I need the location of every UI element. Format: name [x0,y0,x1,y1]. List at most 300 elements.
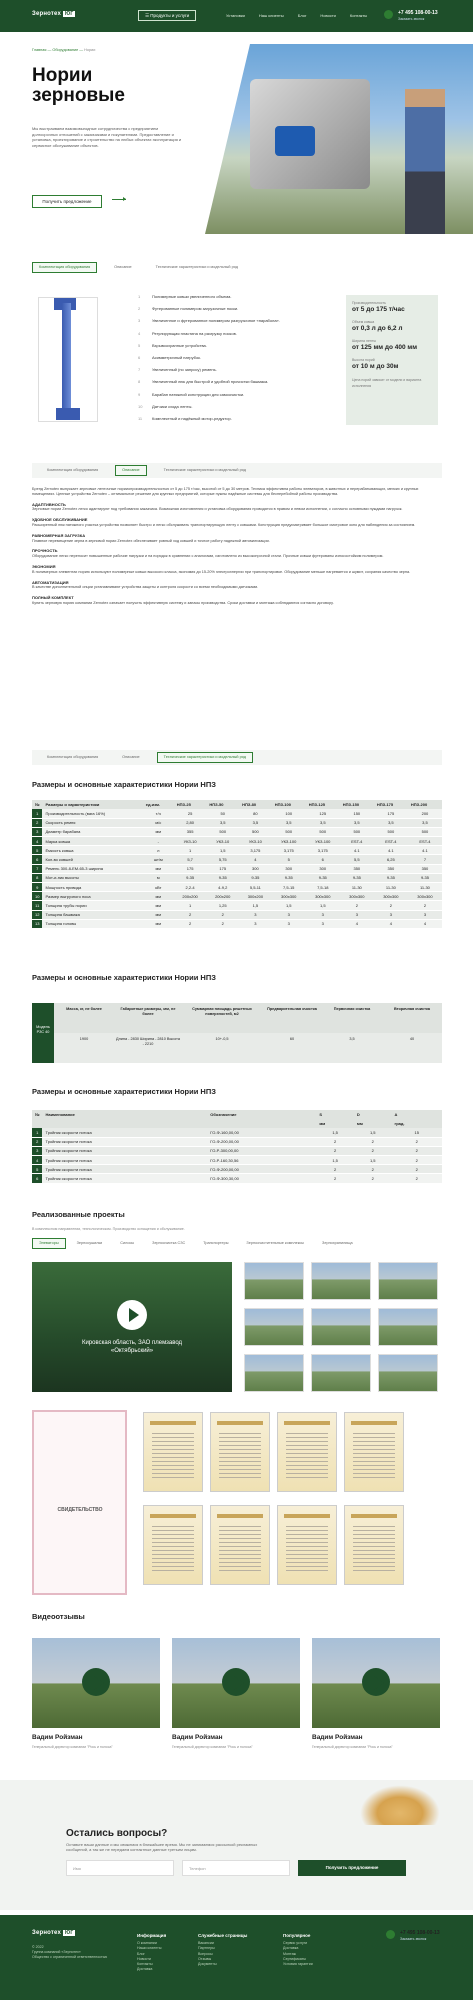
table-row [32,1165,442,1174]
table-cell: 100 [272,809,306,818]
review-video[interactable] [312,1638,440,1728]
play-icon[interactable] [117,1300,147,1330]
table-cell: 3,5 [306,818,340,827]
table-cell: 1 [174,846,207,855]
table-head-cell: Масса, кг, не более [66,1007,102,1011]
table-cell: Размер выгрузного носа [42,892,142,901]
main-nav [226,13,367,18]
footer-link[interactable]: Сервис услуги [283,1941,308,1946]
reviews-title: Видеоотзывы [32,1612,85,1621]
table-cell: - [143,837,174,846]
project-thumb[interactable] [378,1308,438,1346]
project-tab[interactable]: Зернохранилища [322,1241,353,1245]
project-tab[interactable]: Силосы [120,1241,135,1245]
table-cell: УКЗ-100 [272,837,306,846]
table-cell: Ёмкость ковша [42,846,142,855]
table-cell: 1,25 [206,901,239,910]
feature-item [138,355,328,367]
table-cell: 12 [32,910,42,919]
footer-col-title: Информация [137,1933,167,1938]
table-head-cell: ед.изм. [143,800,174,809]
table-cell: м [143,873,174,882]
table-cell: 300х300 [306,892,340,901]
feature-text: Увеличенный люк для быстрой и удобной прочистки башмака. [152,379,269,385]
table-cell: 4 [239,855,272,864]
table-cell: УКЗ-10 [174,837,207,846]
table-cell: 4 [340,919,374,928]
name-input[interactable]: Имя [66,1860,174,1876]
reviewer-desc: Генеральный директор компании "Рось и полоса" [172,1745,253,1749]
description-heading: РАВНОМЕРНАЯ ЗАГРУЗКА [32,532,86,538]
table-cell: 40 [409,1037,415,1041]
project-thumb[interactable] [244,1308,304,1346]
table-cell: мм [143,919,174,928]
project-video[interactable] [32,1262,232,1392]
table-cell: 5,75 [206,855,239,864]
table-cell: 7 [408,855,442,864]
table-cell: 6 [32,855,42,864]
table-cell: мм [143,864,174,873]
table-unit-cell: мм [354,1119,392,1128]
project-thumb[interactable] [244,1262,304,1300]
footer-link[interactable]: Доставка [137,1967,153,1972]
table-row [32,846,442,855]
table-cell: Толщина трубы нории [42,901,142,910]
table-cell: Мот-и-пик высоты [42,873,142,882]
hero-diagonal [205,44,250,234]
project-tab[interactable]: Транспортеры [203,1241,229,1245]
tab-description[interactable]: Описание [115,465,146,476]
table-cell: 80 [239,809,272,818]
table2-title: Размеры и основные характеристики Нории НПЗ [32,973,216,982]
nav-item[interactable]: Новости [320,13,336,18]
table-cell: 500 [239,827,272,836]
description-paragraph: Плавное перемещение зерна в зерновой нории Zernotex обеспечивает ровный ход ковшей и точное работу надежной автоматизации. [32,538,270,543]
table-cell: 1,5 [354,1128,392,1137]
table-cell: 3,5 [340,818,374,827]
table-cell: 3 [239,910,272,919]
spec-item [352,320,432,333]
project-thumb[interactable] [311,1308,371,1346]
table-cell: Тройник скорости потока [42,1156,207,1165]
breadcrumb: Главная — Оборудование — Нории [32,48,96,52]
project-thumb[interactable] [378,1354,438,1392]
project-thumb[interactable] [244,1354,304,1392]
catalog-button[interactable]: ☰ Продукты и услуги [138,10,196,21]
certificate-thumb[interactable] [277,1412,337,1492]
footer-link[interactable]: Партнеры [198,1946,215,1951]
projects-title: Реализованные проекты [32,1210,125,1219]
table-cell: 1900 [79,1037,89,1041]
table-head-cell: НПЗ-25 [174,800,207,809]
play-icon[interactable] [82,1668,110,1696]
table-subheader [32,1119,442,1128]
certificate-label: СВИДЕТЕЛЬСТВО [57,1507,103,1513]
table-cell: 25 [174,809,207,818]
table-cell: EST-4 [340,837,374,846]
tab-equipment[interactable]: Комплектация оборудования [47,755,99,759]
feature-number: 8 [138,379,141,385]
features-list [138,294,328,428]
table-head-cell: S [316,1110,354,1119]
spec-label: Производительность [352,301,386,305]
table-cell: 350 [408,864,442,873]
table-cell: 4.1 [408,846,442,855]
footer-link[interactable]: Вакансии [198,1941,214,1946]
table-cell: 1,5 [306,901,340,910]
reviewer-desc: Генеральный директор компании "Рось и полоса" [312,1745,393,1749]
table-cell: 3,5 [408,818,442,827]
table-head-cell: Обозначение [207,1110,316,1119]
certificate-thumb[interactable] [344,1505,404,1585]
get-offer-button[interactable]: Получить предложение [32,195,102,208]
table-cell: 175 [374,809,408,818]
table-cell: 2 [316,1146,354,1155]
table-unit-cell [207,1119,316,1128]
footer-col-popular [283,1933,313,1967]
table-cell: 300 [239,864,272,873]
table-cell: 300х300 [408,892,442,901]
feature-item [138,379,328,391]
certificate-thumb[interactable] [277,1505,337,1585]
spec-value: от 5 до 175 т/час [352,305,405,313]
tab-equipment[interactable]: Комплектация оборудования [32,262,97,273]
table-cell: 9-35 [239,873,272,882]
table-cell: 2 [206,910,239,919]
table-cell: ГО-Ф-300,30,00 [207,1174,316,1183]
feature-number: 2 [138,306,141,312]
table-cell: 11-30 [340,883,374,892]
table-cell: 9-35 [408,873,442,882]
table-unit-cell [42,1119,207,1128]
table-cell: 9-35 [340,873,374,882]
feature-number: 9 [138,391,141,397]
footer-phone[interactable]: +7 495 108-00-13 Заказать звонок [400,1930,440,1941]
feature-text: Асимметричный патрубок. [152,354,202,360]
table-tees [32,1110,442,1184]
table-cell: УКЗ-10 [206,837,239,846]
table-cell: Марка ковша [42,837,142,846]
projects-tabs [32,1238,360,1249]
nav-item[interactable]: Установки [226,13,245,18]
table-row [32,1146,442,1155]
table-head-cell: Размеры и характеристики [42,800,142,809]
project-tab[interactable]: Элеваторы [32,1238,66,1249]
table-cell: 3 [408,910,442,919]
table-cell: мм [143,910,174,919]
table-cell: 500 [306,827,340,836]
table-cell: Производительность (вага 16%) [42,809,142,818]
footer-link[interactable]: Новости [137,1956,151,1961]
project-thumb[interactable] [311,1354,371,1392]
table-cell: 1 [174,901,207,910]
table-cell: 4 [408,919,442,928]
table-row [32,873,442,882]
tabs-specs [32,750,442,765]
project-tab[interactable]: Зерноочистка СЗС [152,1241,186,1245]
table-cell: 350 [340,864,374,873]
table-cell: 9-35 [306,873,340,882]
header-phone[interactable]: +7 495 108-00-13 Заказать звонок [398,10,438,21]
project-tab[interactable]: Зерноочистительные комплексы [246,1241,305,1245]
table-cell: 4-9,2 [206,883,239,892]
table-cell: кВт [143,883,174,892]
review-video[interactable] [172,1638,300,1728]
play-icon[interactable] [222,1668,250,1696]
table-cell: УКЗ-10 [239,837,272,846]
feature-number: 4 [138,330,141,336]
specs-panel [346,295,438,425]
description-heading: ПРОЧНОСТЬ [32,548,58,554]
table-cell: Скорость ремня [42,818,142,827]
table-cell: 2,2-4 [174,883,207,892]
footer-col-title: Служебные страницы [198,1933,248,1938]
table-cell: 9-35 [174,873,207,882]
feature-text: Датчики схода ленты. [152,403,193,409]
table-cell: 1 [32,1128,42,1137]
tab-specs[interactable]: Технические характеристики и модельный ряд [157,752,253,763]
video-caption: Кировская область, ЗАО племзавод «Октябрьский» [81,1340,183,1354]
table-cell: 3 [306,919,340,928]
table-cell: 500 [408,827,442,836]
table-cell: Тройник скорости потока [42,1165,207,1174]
footer-link[interactable]: Отзывы [198,1956,212,1961]
table-unit-cell: град. [392,1119,442,1128]
table-cell: 2 [340,901,374,910]
footer-col-service [198,1933,247,1967]
spec-value: от 10 м до 30м [352,362,399,370]
description-paragraph: В полимерных элементах норию используют полимерные ковши высокого класса, экономия до 15-20% электроэнергии при транспортировке. Оборудование меньше нагревается и шумит, сохраняя качество зерна. [32,569,411,574]
feature-item [138,331,328,343]
table-cell: 1,5 [354,1156,392,1165]
table-cell: 11-30 [408,883,442,892]
review-video[interactable] [32,1638,160,1728]
table-row [32,1156,442,1165]
table-cell: 300 [306,864,340,873]
table-cell: 6,25 [374,855,408,864]
table-cell: 3,175 [272,846,306,855]
footer-col-info [137,1933,166,1972]
phone-input[interactable]: Телефон [182,1860,290,1876]
table-row [32,910,442,919]
table-head-cell: НПЗ-100 [272,800,306,809]
certificate-thumb[interactable] [143,1412,203,1492]
table-cell: 500 [272,827,306,836]
table-row [32,864,442,873]
feature-number: 1 [138,294,141,299]
table-cell: 2 [392,1156,442,1165]
table-cell: 1 [32,809,42,818]
table-header [32,800,442,809]
table-cell: 200х200 [174,892,207,901]
footer-link[interactable]: Контакты [137,1962,153,1967]
table-cell: 2 [392,1146,442,1155]
table-cell: Тройник скорости потока [42,1146,207,1155]
tab-description[interactable]: Описание [114,265,132,269]
play-icon[interactable] [362,1668,390,1696]
table-cell: 5 [272,855,306,864]
table-cell: 2 [392,1165,442,1174]
nav-item[interactable]: Блог [297,13,307,18]
table-cell: 2 [316,1137,354,1146]
table-row [32,818,442,827]
spec-item [352,358,432,371]
feature-item [138,343,328,355]
table-cell: Мощность привода [42,883,142,892]
tab-equipment[interactable]: Комплектация оборудования [47,468,99,472]
certificate-thumb[interactable] [210,1412,270,1492]
spec-label: Ширина ленты [352,338,376,343]
footer-link[interactable]: Вопросы [198,1951,213,1956]
wheat-image [360,1785,440,1825]
description-paragraph: Расширенный люк натяжного участка устройства позволяет быстро и легко обслуживать транспортирующую ленту с ковшами. Конструкция предусматривает большое смотровое окно для наблюдения за состоянием. [32,522,416,527]
worker [405,89,445,234]
table-cell: 2 [174,919,207,928]
nav-item[interactable]: Контакты [349,13,368,18]
table-cell: 3 [239,919,272,928]
footer-link[interactable]: Условия гарантии [283,1962,313,1967]
table-cell: 355 [174,827,207,836]
table-cell: 500 [374,827,408,836]
footer-link[interactable]: Доставка [283,1946,299,1951]
spec-item [352,377,432,390]
footer-link[interactable]: Сертификаты [283,1956,306,1961]
table-row [32,901,442,910]
footer-link[interactable]: Блог [137,1951,145,1956]
callback-title: Остались вопросы? [66,1828,168,1839]
description-heading: УДОБНОЕ ОБСЛУЖИВАНИЕ [32,517,88,523]
table-cell: л [143,846,174,855]
table-cell: 4.1 [340,846,374,855]
table-cell: 5 [32,846,42,855]
table-cell: 3,5 [374,818,408,827]
table-row [32,1128,442,1137]
table-head-cell: НПЗ-80 [239,800,272,809]
table-cell: 50 [206,809,239,818]
feature-number: 6 [138,354,141,360]
tab-specs[interactable]: Технические характеристики и модельный ряд [163,468,246,472]
footer-link[interactable]: Монтаж [283,1951,297,1956]
table-cell: 175 [174,864,207,873]
table-head-cell: Габаритные размеры, мм, не более [120,1007,176,1016]
table-cell: 2 [354,1146,392,1155]
footer-col-title: Популярное [283,1933,311,1938]
arrow-right-icon[interactable] [112,199,126,200]
description-paragraph: Бренд Zernotex выпускает зерновые ленточные норииопроизводительностью от 5 до 175 т/час, высотой от 5 до 30 метров. Техника эффективна работы элеваторов, в животных и перерабатывающих, мелких и крупных помещениях. Цепные устройства Zernotex – оптимальное решение для крупных предприятий, которые нужны надёжные системы для бесперебойной работы производства. [32,487,419,496]
feature-item [138,367,328,379]
certificate-thumb[interactable] [210,1505,270,1585]
logo[interactable]: Зернотех ЮГ [32,11,74,17]
table-cell: 3 [32,1146,42,1155]
table-head-cell: НПЗ-175 [374,800,408,809]
table-cell: 2 [32,1137,42,1146]
table-cell: 2 [316,1174,354,1183]
breadcrumb-link[interactable]: Оборудование [52,48,79,52]
tab-description[interactable]: Описание [122,755,140,759]
table-cell: 200х200 [206,892,239,901]
nav-item[interactable]: Наш клиенты [258,13,284,18]
certificate-large[interactable] [32,1410,127,1595]
table-cell: 1,5 [239,901,272,910]
table-head-cell: № [32,800,42,809]
table-cell: мм [143,892,174,901]
feature-number: 7 [138,367,141,373]
breadcrumb-current: Нории [84,48,96,52]
table-cell: 7 [32,864,42,873]
reviewer-desc: Генеральный директор компании "Рось и полоса" [32,1745,113,1749]
project-tab[interactable]: Зерносушилки [76,1241,103,1245]
table-cell: 2 [174,910,207,919]
table-head-cell: D [354,1110,392,1119]
project-thumb[interactable] [378,1262,438,1300]
tabs-description [32,463,442,478]
table-cell: Тройник скорости потока [42,1128,207,1137]
table-head-cell: НПЗ-50 [206,800,239,809]
footer-link[interactable]: Наши клиенты [137,1946,162,1951]
table-cell: 4 [32,837,42,846]
table-unit-cell: мм [316,1119,354,1128]
footer-link[interactable]: Документы [198,1962,217,1967]
table-cell: 3,5 [206,818,239,827]
table-characteristics [32,800,442,929]
table-cell: 8 [32,873,42,882]
certificate-thumb[interactable] [143,1505,203,1585]
description-paragraph: Купить зерновую норию компании Zernotex означает получить эффективную систему и запасы производства. Сроки доставки и монтажа соблюдаются согласно договору. [32,600,334,605]
table-cell: 5,7 [174,855,207,864]
table-cell: 150 [340,809,374,818]
table-cell: 3 [340,910,374,919]
table-cell: 2 [392,1174,442,1183]
table-unit-cell [32,1119,42,1128]
feature-text: Увеличенное и футерованное полимером разгрузочное «парабола». [152,318,280,324]
spec-item [352,339,432,352]
description-heading: АДАПТИВНОСТЬ [32,501,66,507]
spec-value: от 0,3 л до 6,2 л [352,324,403,332]
project-thumb[interactable] [311,1262,371,1300]
table-cell: 350 [374,864,408,873]
table-cell: 500 [340,827,374,836]
table-cell: мм [143,827,174,836]
table-cell: 1,5 [316,1156,354,1165]
table-cell: 5,5 [340,855,374,864]
reviewer-name: Вадим Ройзман [32,1734,83,1741]
table-cell: т/ч [143,809,174,818]
elevator-diagram [38,297,98,422]
spec-label: Высота норий [352,357,375,362]
callback-text: Оставьте ваши данные и мы свяжемся в ближайшее время. Мы не занимаемся рассылкой рекламных сообщений, а так же не передаем контактные данные третьим лицам. [66,1842,258,1853]
feature-number: 3 [138,318,141,324]
feature-item [138,404,328,416]
footer-logo[interactable]: Зернотех ЮГ [32,1930,74,1936]
table-cell: 300х200 [239,892,272,901]
submit-button[interactable]: Получить предложение [298,1860,406,1876]
table-cell: 175 [206,864,239,873]
table-cell: Кол-во ковшей [42,855,142,864]
table-cell: Толщина головы [42,919,142,928]
table-cell: мм [143,901,174,910]
feature-text: Комплектный и надёжный мотор-редуктор. [152,415,232,421]
footer-link[interactable]: О компании [137,1941,157,1946]
table-head-cell: Предварительная очистка [267,1007,317,1011]
table-cell: 10 [32,892,42,901]
tab-specs[interactable]: Технические характеристики и модельный ряд [155,265,238,269]
feature-number: 11 [138,415,143,421]
table-cell: 7,5-18 [306,883,340,892]
breadcrumb-link[interactable]: Главная [32,48,47,52]
table-cell: 4 [32,1156,42,1165]
table-cell: 2 [32,818,42,827]
certificate-thumb[interactable] [344,1412,404,1492]
